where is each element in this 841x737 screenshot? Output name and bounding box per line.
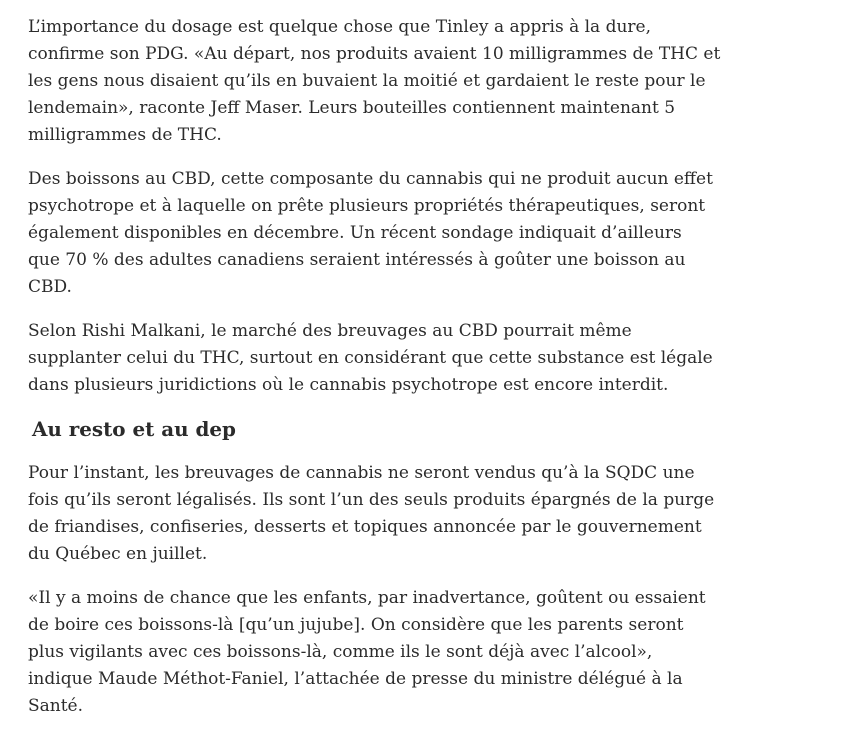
text-line: Santé. (28, 696, 84, 716)
paragraph-market (28, 318, 758, 399)
text-line: milligrammes de THC. (28, 125, 222, 145)
text-line: de boire ces boissons-là [qu’un jujube]. On considère que les parents seront (28, 615, 684, 635)
text-line: dans plusieurs juridictions où le cannabis psychotrope est encore interdit. (28, 375, 669, 395)
text-line: confirme son PDG. «Au départ, nos produits avaient 10 milligrammes de THC et (28, 44, 721, 64)
text-line: Pour l’instant, les breuvages de cannabis ne seront vendus qu’à la SQDC une (28, 463, 695, 483)
text-line: Selon Rishi Malkani, le marché des breuvages au CBD pourrait même (28, 321, 632, 341)
text-line: fois qu’ils seront légalisés. Ils sont l’un des seuls produits épargnés de la purge (28, 490, 715, 510)
article-body (28, 14, 758, 737)
paragraph-sqdc (28, 460, 758, 568)
text-line: supplanter celui du THC, surtout en considérant que cette substance est légale (28, 348, 713, 368)
text-line: plus vigilants avec ces boissons-là, comme ils le sont déjà avec l’alcool», (28, 642, 653, 662)
text-line: les gens nous disaient qu’ils en buvaient la moitié et gardaient le reste pour le (28, 71, 706, 91)
paragraph-cbd (28, 166, 758, 301)
text-line: que 70 % des adultes canadiens seraient intéressés à goûter une boisson au (28, 250, 686, 270)
section-heading: Au resto et au dep (32, 417, 236, 441)
text-line: également disponibles en décembre. Un récent sondage indiquait d’ailleurs (28, 223, 682, 243)
text-line: Des boissons au CBD, cette composante du cannabis qui ne produit aucun effet (28, 169, 713, 189)
text-line: L’importance du dosage est quelque chose que Tinley a appris à la dure, (28, 17, 652, 37)
text-line: du Québec en juillet. (28, 544, 208, 564)
text-line: de friandises, confiseries, desserts et topiques annoncée par le gouvernement (28, 517, 702, 537)
paragraph-quote (28, 585, 758, 720)
text-line: lendemain», raconte Jeff Maser. Leurs bouteilles contiennent maintenant 5 (28, 98, 676, 118)
text-line: indique Maude Méthot-Faniel, l’attachée de presse du ministre délégué à la (28, 669, 683, 689)
text-line: «Il y a moins de chance que les enfants, par inadvertance, goûtent ou essaient (28, 588, 706, 608)
paragraph-dosage (28, 14, 758, 149)
text-line: CBD. (28, 277, 72, 297)
text-line: psychotrope et à laquelle on prête plusieurs propriétés thérapeutiques, seront (28, 196, 706, 216)
